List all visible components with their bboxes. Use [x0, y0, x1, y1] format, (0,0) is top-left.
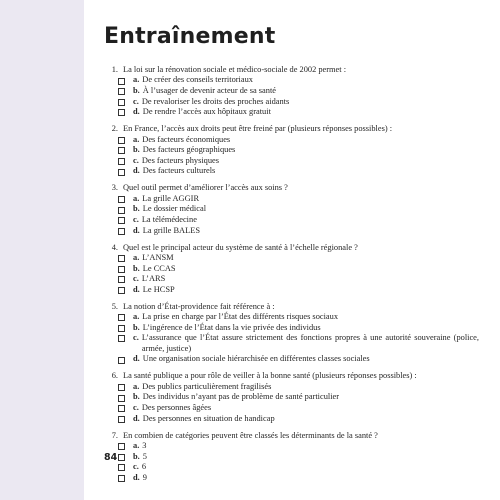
answer-option[interactable] — [104, 194, 479, 205]
option-letter: a. — [133, 134, 140, 144]
answer-option[interactable] — [104, 312, 479, 323]
option-text: La prise en charge par l’État des différents risques sociaux — [142, 312, 339, 322]
answer-option[interactable] — [104, 354, 479, 365]
question-number: 6. — [111, 371, 118, 381]
page-title: Entraînement — [104, 24, 276, 49]
question-text: Quel outil permet d’améliorer l’accès aux soins ? — [123, 183, 288, 193]
question-list — [104, 65, 479, 490]
checkbox-icon[interactable] — [118, 405, 125, 412]
answer-option[interactable] — [104, 403, 479, 414]
question — [104, 302, 479, 365]
question-row — [104, 65, 479, 75]
option-letter: c. — [133, 462, 139, 472]
option-letter: d. — [133, 413, 140, 423]
answer-option[interactable] — [104, 285, 479, 296]
option-text: De rendre l’accès aux hôpitaux gratuit — [142, 107, 271, 117]
option-text: Le CCAS — [142, 263, 176, 273]
answer-option[interactable] — [104, 441, 479, 452]
checkbox-icon[interactable] — [118, 99, 125, 106]
option-text: À l’usager de devenir acteur de sa santé — [142, 86, 277, 95]
option-letter: d. — [133, 225, 140, 235]
checkbox-icon[interactable] — [118, 325, 125, 332]
answer-option[interactable] — [104, 156, 479, 167]
option-text: De créer des conseils territoriaux — [142, 75, 253, 85]
answer-option[interactable] — [104, 145, 479, 156]
option-text: De revaloriser les droits des proches aidants — [141, 96, 290, 106]
option-text: Des facteurs physiques — [141, 155, 220, 165]
option-text: Des facteurs culturels — [142, 166, 216, 176]
checkbox-icon[interactable] — [118, 88, 125, 95]
option-text: Des individus n’ayant pas de problème de santé particulier — [142, 392, 340, 402]
answer-option[interactable] — [104, 323, 479, 334]
question-row — [104, 371, 479, 381]
answer-option[interactable] — [104, 75, 479, 86]
answer-option[interactable] — [104, 382, 479, 393]
checkbox-icon[interactable] — [118, 454, 125, 461]
checkbox-icon[interactable] — [118, 169, 125, 176]
checkbox-icon[interactable] — [118, 147, 125, 154]
checkbox-icon[interactable] — [118, 475, 125, 482]
option-letter: b. — [133, 392, 140, 402]
answer-option[interactable] — [104, 86, 479, 97]
option-text: Des publics particulièrement fragilisés — [142, 381, 272, 391]
option-letter: b. — [133, 451, 140, 461]
option-letter: a. — [133, 312, 140, 322]
option-letter: a. — [133, 75, 140, 85]
checkbox-icon[interactable] — [118, 276, 125, 283]
question — [104, 124, 479, 177]
option-text: Le dossier médical — [142, 204, 207, 214]
answer-option[interactable] — [104, 135, 479, 146]
option-text: L’ARS — [141, 274, 166, 284]
option-text: L’assurance que l’État assure strictement des fonctions propres à une autorité souveraine (police, armée, justice) — [141, 333, 479, 353]
question — [104, 243, 479, 296]
answer-option[interactable] — [104, 166, 479, 177]
option-letter: b. — [133, 86, 140, 95]
checkbox-icon[interactable] — [118, 314, 125, 321]
answer-option[interactable] — [104, 204, 479, 215]
checkbox-icon[interactable] — [118, 287, 125, 294]
option-letter: c. — [133, 333, 139, 343]
question-row — [104, 243, 479, 253]
option-text: Des personnes âgées — [141, 403, 212, 413]
answer-option[interactable] — [104, 462, 479, 473]
option-letter: b. — [133, 322, 140, 332]
option-text: L’ingérence de l’État dans la vie privée des individus — [142, 322, 321, 332]
option-letter: a. — [133, 252, 140, 262]
option-text: 9 — [142, 472, 147, 482]
option-text: Des facteurs géographiques — [142, 145, 236, 155]
option-text: La grille BALES — [142, 225, 200, 235]
question-row — [104, 124, 479, 134]
answer-option[interactable] — [104, 253, 479, 264]
option-text: Des personnes en situation de handicap — [142, 413, 275, 423]
question-row — [104, 431, 479, 441]
option-text: Le HCSP — [142, 284, 175, 294]
question-text: En combien de catégories peuvent être classés les déterminants de la santé ? — [123, 430, 378, 440]
answer-option[interactable] — [104, 274, 479, 285]
option-letter: b. — [133, 263, 140, 273]
checkbox-icon[interactable] — [118, 464, 125, 471]
option-letter: b. — [133, 204, 140, 214]
option-text: 3 — [142, 441, 147, 451]
option-text: La télémédecine — [141, 214, 197, 224]
page-number: 84 — [104, 452, 118, 463]
option-text: La grille AGGIR — [142, 193, 200, 203]
question-number: 2. — [111, 124, 118, 134]
option-text: 6 — [141, 462, 146, 472]
answer-option[interactable] — [104, 226, 479, 237]
option-letter: d. — [133, 166, 140, 176]
option-letter: a. — [133, 381, 140, 391]
question-number: 7. — [111, 430, 118, 440]
question-number: 3. — [111, 183, 118, 193]
option-letter: b. — [133, 145, 140, 155]
checkbox-icon[interactable] — [118, 266, 125, 273]
checkbox-icon[interactable] — [118, 109, 125, 116]
checkbox-icon[interactable] — [118, 335, 125, 342]
question-text: La loi sur la rénovation sociale et médico-sociale de 2002 permet : — [123, 65, 347, 74]
option-letter: d. — [133, 472, 140, 482]
option-letter: d. — [133, 107, 140, 117]
answer-option[interactable] — [104, 215, 479, 226]
question-row — [104, 302, 479, 312]
option-letter: a. — [133, 193, 140, 203]
checkbox-icon[interactable] — [118, 196, 125, 203]
checkbox-icon[interactable] — [118, 416, 125, 423]
option-letter: c. — [133, 274, 139, 284]
question-text: En France, l’accès aux droits peut être freiné par (plusieurs réponses possibles) : — [123, 124, 393, 134]
answer-option[interactable] — [104, 473, 479, 484]
option-letter: d. — [133, 284, 140, 294]
option-letter: a. — [133, 441, 140, 451]
checkbox-icon[interactable] — [118, 255, 125, 262]
checkbox-icon[interactable] — [118, 443, 125, 450]
question-number: 5. — [111, 301, 118, 311]
answer-option[interactable] — [104, 392, 479, 403]
question — [104, 65, 479, 118]
option-letter: c. — [133, 214, 139, 224]
option-text: 5 — [142, 451, 147, 461]
question-row — [104, 183, 479, 193]
question-text: La notion d’État-providence fait référence à : — [123, 301, 275, 311]
option-letter: d. — [133, 354, 140, 364]
answer-option[interactable] — [104, 414, 479, 425]
option-letter: c. — [133, 96, 139, 106]
question-number: 1. — [111, 65, 118, 74]
question-text: La santé publique a pour rôle de veiller à la bonne santé (plusieurs réponses possibles) : — [123, 371, 417, 381]
question — [104, 371, 479, 424]
checkbox-icon[interactable] — [118, 395, 125, 402]
checkbox-icon[interactable] — [118, 357, 125, 364]
checkbox-icon[interactable] — [118, 78, 125, 85]
page — [84, 0, 500, 500]
answer-option[interactable] — [104, 333, 479, 354]
question — [104, 183, 479, 236]
checkbox-icon[interactable] — [118, 217, 125, 224]
question-text: Quel est le principal acteur du système de santé à l’échelle régionale ? — [123, 242, 358, 252]
checkbox-icon[interactable] — [118, 228, 125, 235]
checkbox-icon[interactable] — [118, 158, 125, 165]
answer-option[interactable] — [104, 97, 479, 108]
option-text: L’ANSM — [142, 252, 174, 262]
option-text: Une organisation sociale hiérarchisée en différentes classes sociales — [142, 354, 370, 364]
checkbox-icon[interactable] — [118, 207, 125, 214]
answer-option[interactable] — [104, 264, 479, 275]
checkbox-icon[interactable] — [118, 137, 125, 144]
option-letter: c. — [133, 155, 139, 165]
option-text: Des facteurs économiques — [142, 134, 231, 144]
option-letter: c. — [133, 403, 139, 413]
answer-option[interactable] — [104, 107, 479, 118]
question — [104, 431, 479, 484]
answer-option[interactable] — [104, 452, 479, 463]
checkbox-icon[interactable] — [118, 384, 125, 391]
question-number: 4. — [111, 242, 118, 252]
